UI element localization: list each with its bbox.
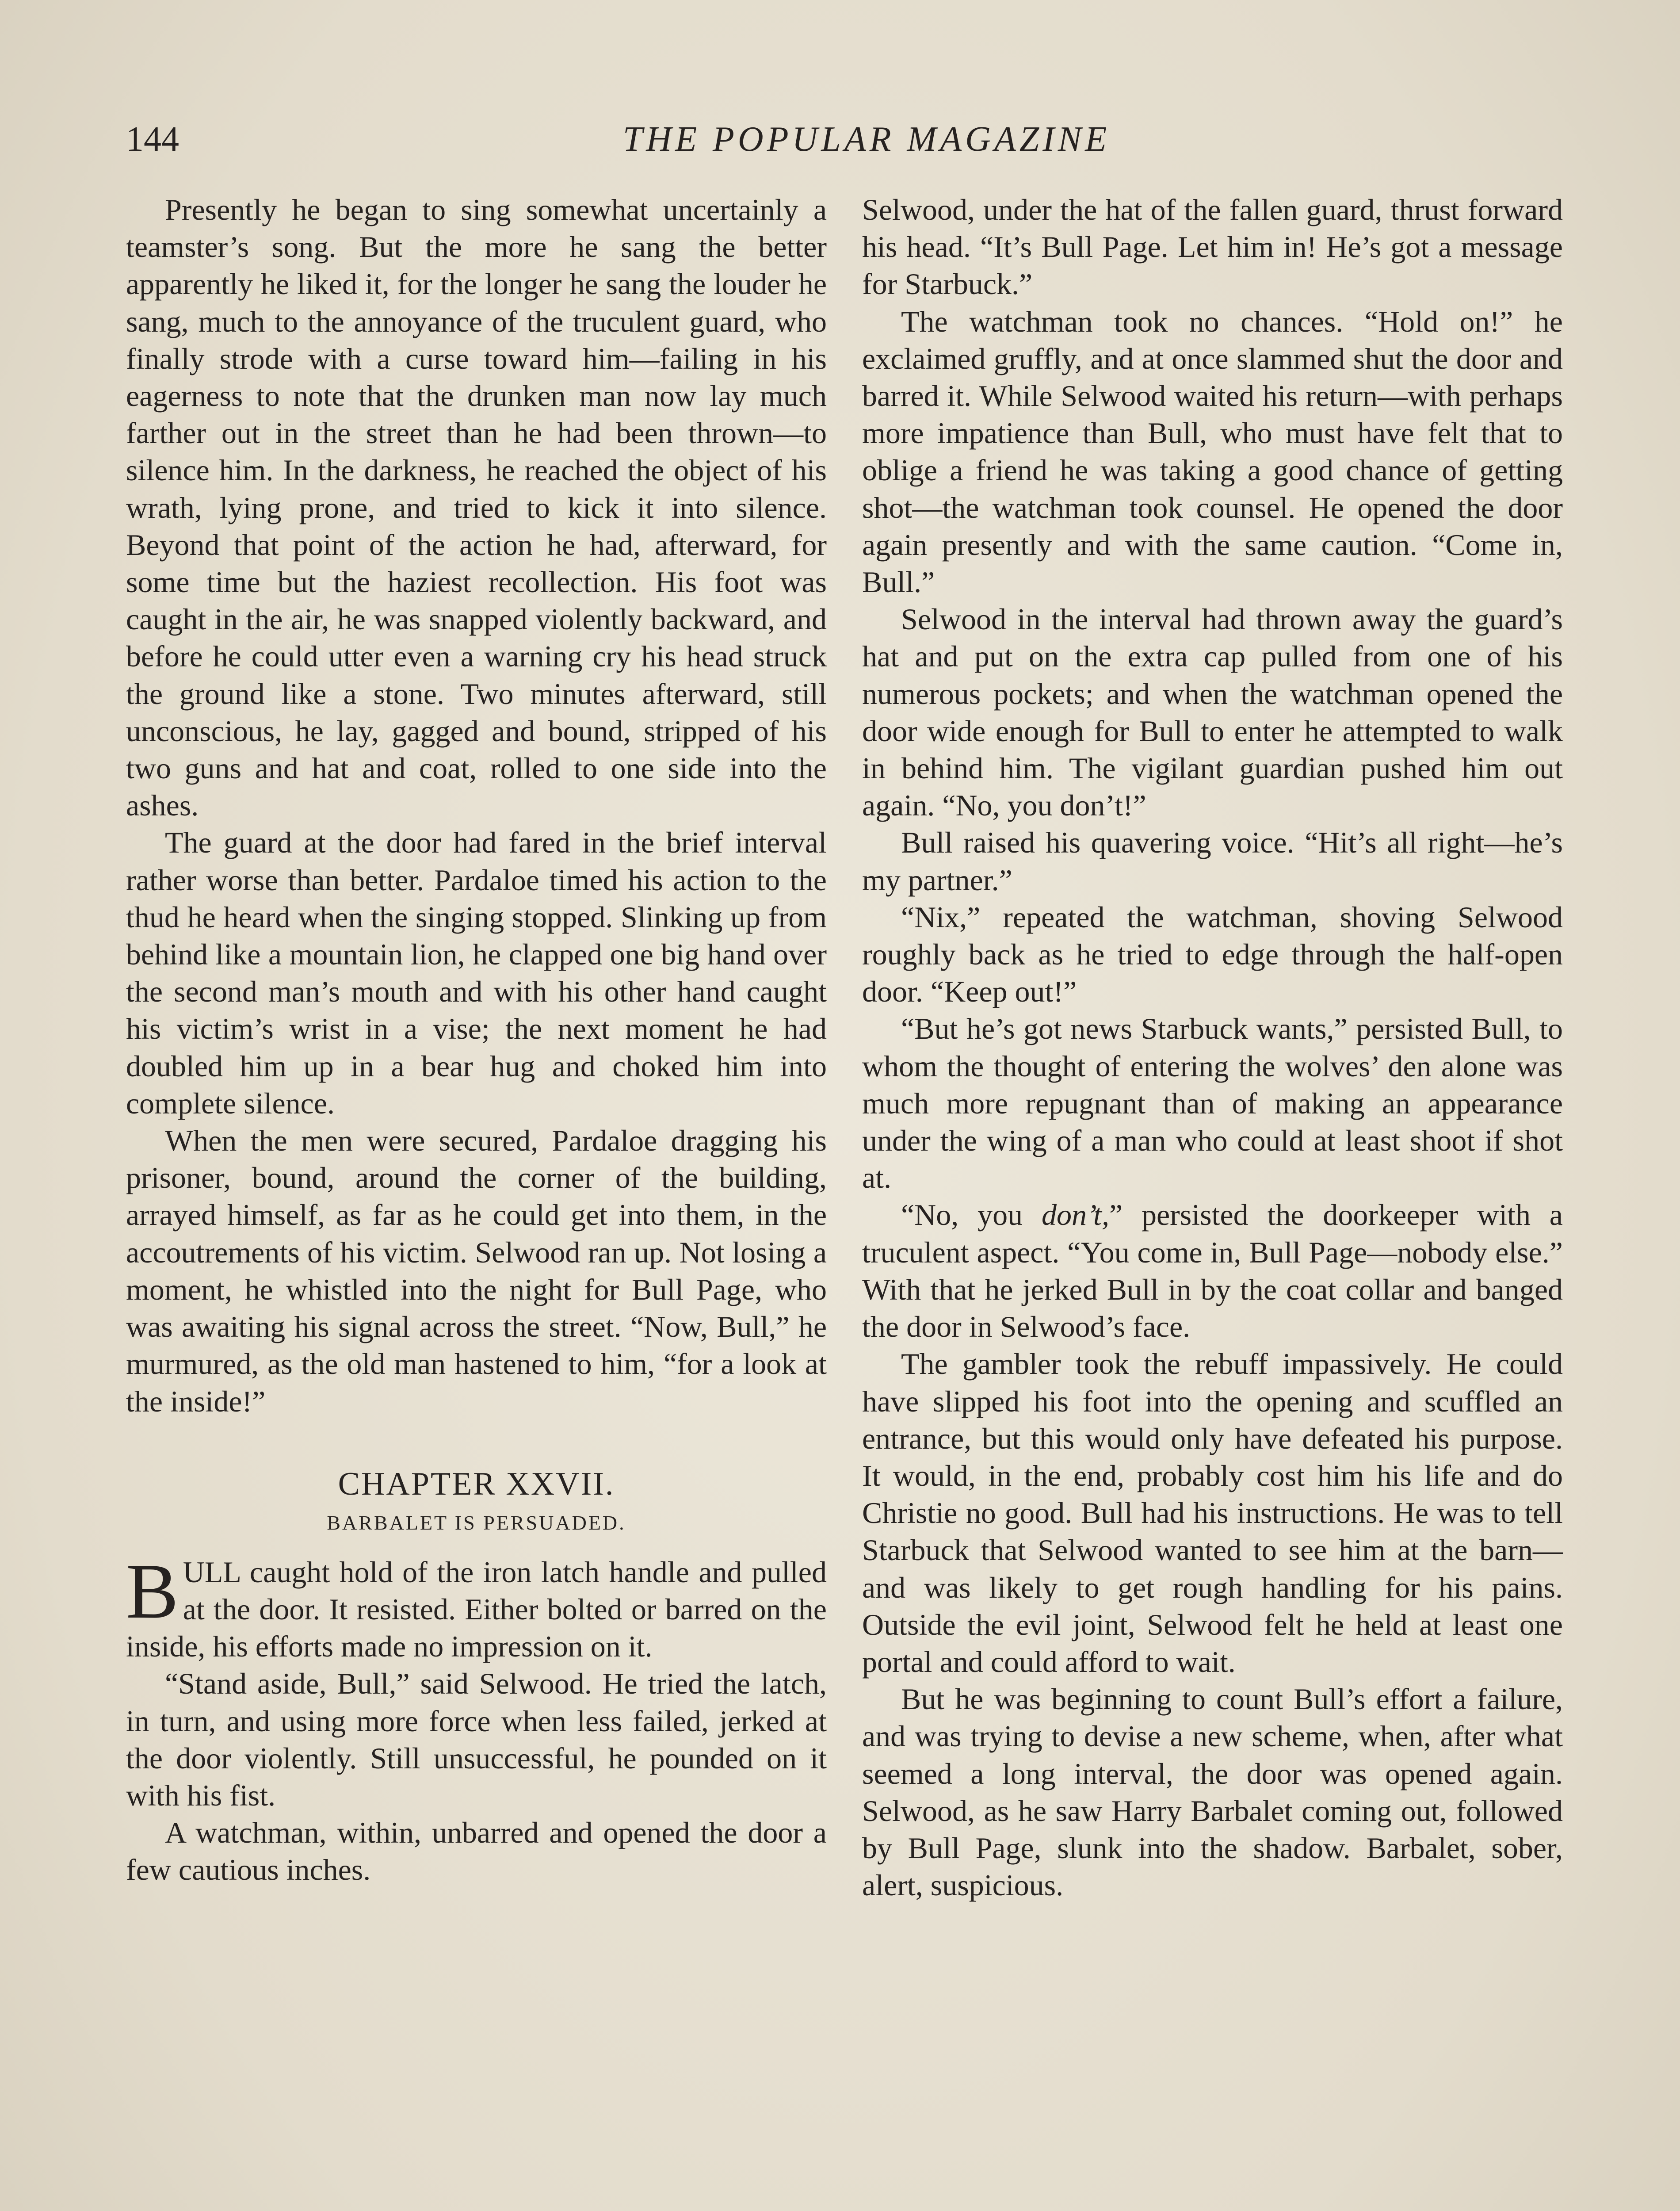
page-number: 144: [126, 120, 179, 159]
paragraph: But he was beginning to count Bull’s effort a failure, and was trying to devise a new scheme, when, after what seemed a long interval, the door was opened again. Selwood, as he saw Harry Barbalet coming out, followed by Bull Page, slunk into the shadow. Barbalet, sober, alert, suspicious.: [862, 1682, 1563, 1902]
drop-cap: B: [126, 1547, 179, 1635]
chapter-title: CHAPTER XXVII.: [338, 1465, 615, 1502]
page-header: [126, 113, 1554, 166]
left-column: [126, 191, 827, 1889]
paragraph: “Nix,” repeated the watchman, shoving Selwood roughly back as he tried to edge through the half-open door. “Keep out!”: [862, 900, 1563, 1009]
paragraph: Bull raised his quavering voice. “Hit’s all right—he’s my partner.”: [862, 826, 1563, 897]
chapter-opening-paragraph: [126, 1547, 827, 1665]
paragraph: The gambler took the rebuff impassively. He could have slipped his foot into the opening and scuffled an entrance, but this would only have defeated his purpose. It would, in the end, probably cost him his life and do Christie no good. Bull had his instructions. He was to tell Starbuck that Selwood wanted to see him at the barn—and was likely to get rough handling for his pains. Outside the evil joint, Selwood felt he held at least one portal and could afford to wait.: [862, 1347, 1563, 1679]
paragraph: Presently he began to sing somewhat uncertainly a teamster’s song. But the more he sang the better apparently he liked it, for the longer he sang the louder he sang, much to the annoyance of the truculent guard, who finally strode with a curse toward him—failing in his eagerness to note that the drunken man now lay much farther out in the street than he had been thrown—to silence him. In the darkness, he reached the object of his wrath, lying prone, and tried to kick it into silence. Beyond that point of the action he had, afterward, for some time but the haziest recollection. His foot was caught in the air, he was snapped violently backward, and before he could utter even a warning cry his head struck the ground like a stone. Two minutes afterward, still unconscious, he lay, gagged and bound, stripped of his two guns and hat and coat, rolled to one side into the ashes.: [126, 193, 827, 822]
paragraph: Selwood in the interval had thrown away the guard’s hat and put on the extra cap pulled from one of his numerous pockets; and when the watchman opened the door wide enough for Bull to enter he attempted to walk in behind him. The vigilant guardian pushed him out again. “No, you don’t!”: [862, 602, 1563, 822]
paragraph: When the men were secured, Pardaloe dragging his prisoner, bound, around the corner of the building, arrayed himself, as far as he could get into them, in the accoutrements of his victim. Selwood ran up. Not losing a moment, he whistled into the night for Bull Page, who was awaiting his signal across the street. “Now, Bull,” he murmured, as the old man hastened to him, “for a look at the inside!”: [126, 1124, 827, 1418]
running-title: THE POPULAR MAGAZINE: [622, 120, 1111, 159]
paragraph: The guard at the door had fared in the brief interval rather worse than better. Pardaloe timed his action to the thud he heard when the singing stopped. Slinking up from behind like a mountain lion, he clapped one big hand over the second man’s mouth and with his other hand caught his victim’s wrist in a vise; the next moment he had doubled him up in a bear hug and choked him into complete silence.: [126, 826, 827, 1120]
paragraph: “But he’s got news Starbuck wants,” persisted Bull, to whom the thought of entering the wolves’ den alone was much more repugnant than of making an appearance under the wing of a man who could at least shoot if shot at.: [862, 1012, 1563, 1195]
chapter-subtitle-text: BARBALET IS PERSUADED.: [327, 1511, 626, 1534]
right-column: [862, 191, 1563, 1904]
italic-text-run: don’t,: [1041, 1198, 1109, 1232]
continued-paragraph: Selwood, under the hat of the fallen guard, thrust forward his head. “It’s Bull Page. Let him in! He’s got a message for Starbuck.”: [862, 193, 1563, 301]
text-run: ” persisted the doorkeeper with a truculent aspect. “You come in, Bull Page—nobody else.” With that he jerked Bull in by the coat collar and banged the door in Selwood’s face.: [862, 1198, 1563, 1344]
paragraph: A watchman, within, unbarred and opened the door a few cautious inches.: [126, 1816, 827, 1887]
chapter-subtitle: [126, 1507, 827, 1538]
chapter-opening-text: ULL caught hold of the iron latch handle and pulled at the door. It resisted. Either bolted or barred on the inside, his efforts made no impression on it.: [126, 1555, 827, 1664]
paragraph: “Stand aside, Bull,” said Selwood. He tried the latch, in turn, and using more force when less failed, jerked at the door violently. Still unsuccessful, he pounded on it with his fist.: [126, 1667, 827, 1812]
paragraph: [862, 1196, 1563, 1345]
paragraph: The watchman took no chances. “Hold on!” he exclaimed gruffly, and at once slammed shut the door and barred it. While Selwood waited his return—with perhaps more impatience than Bull, who must have felt that to oblige a friend he was taking a good chance of getting shot—the watchman took counsel. He opened the door again presently and with the same caution. “Come in, Bull.”: [862, 304, 1563, 599]
text-run: “No, you: [901, 1198, 1042, 1232]
